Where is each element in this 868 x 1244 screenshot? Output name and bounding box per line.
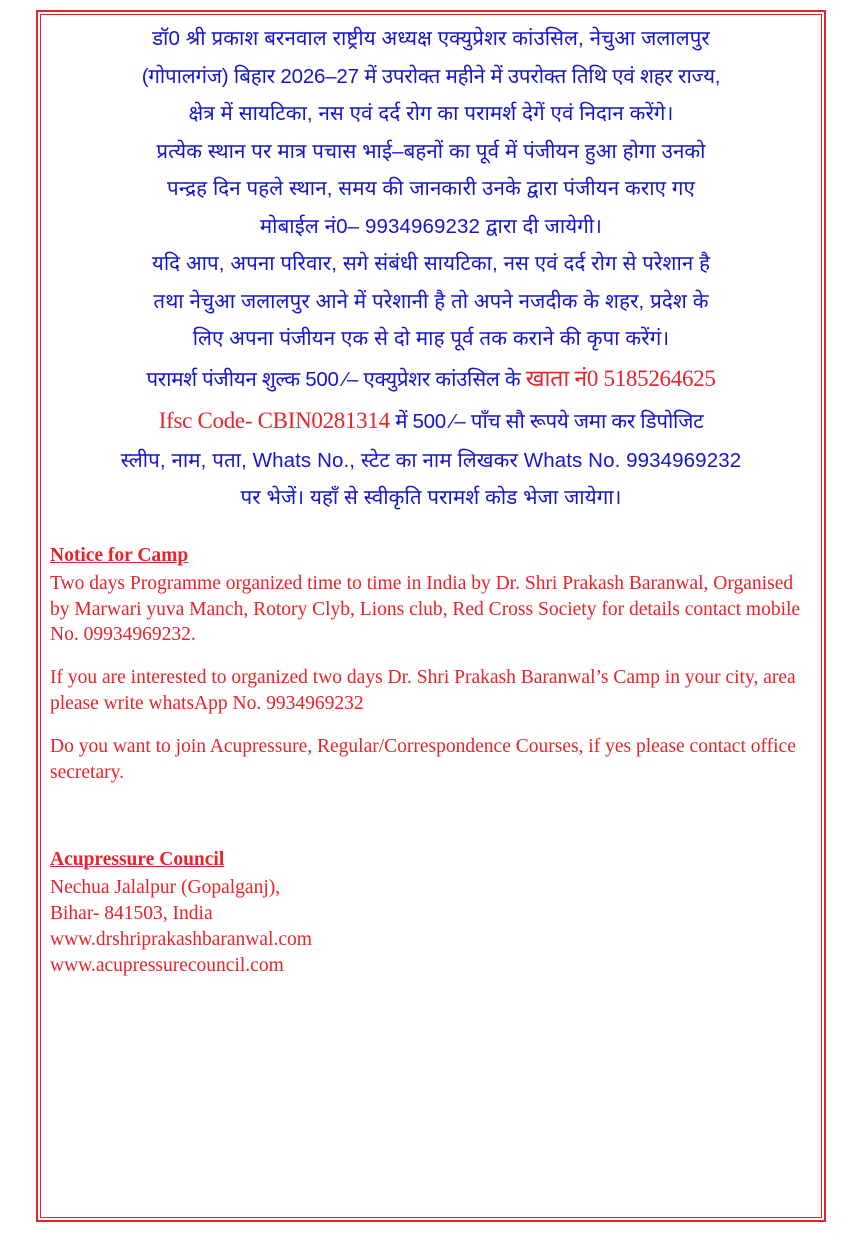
account-number-text: खाता नं0 5185264625: [525, 365, 716, 391]
notice-content: [48, 20, 814, 979]
slip-details-line: स्लीप, नाम, पता, Whats No., स्टेट का नाम लिखकर Whats No. 9934969232: [120, 448, 742, 472]
website-link-2[interactable]: www.acupressurecouncil.com: [50, 954, 284, 976]
hindi-line-5: पन्द्रह दिन पहले स्थान, समय की जानकारी उनके द्वारा पंजीयन कराए गए: [167, 177, 695, 200]
hindi-line-9: लिए अपना पंजीयन एक से दो माह पूर्व तक कराने की कृपा करेंगं।: [192, 327, 670, 350]
address-line-2: Bihar- 841503, India: [50, 902, 213, 924]
hindi-line-2: (गोपालगंज) बिहार 2026–27 में उपरोक्त महीने में उपरोक्त तिथि एवं शहर राज्य,: [141, 64, 721, 88]
footer-spacer: [50, 803, 814, 847]
courses-paragraph: Do you want to join Acupressure, Regular/Correspondence Courses, if yes please contact office secretary.: [50, 736, 796, 784]
hindi-line-7: यदि आप, अपना परिवार, सगे संबंधी सायटिका, नस एवं दर्द रोग से परेशान है: [151, 252, 711, 275]
notice-for-camp-heading: Notice for Camp: [50, 544, 189, 566]
hindi-line-8: तथा नेचुआ जलालपुर आने में परेशानी है तो अपने नजदीक के शहर, प्रदेश के: [153, 289, 709, 313]
address-line-1: Nechua Jalalpur (Gopalganj),: [50, 876, 281, 898]
notice-for-camp-paragraph: Two days Programme organized time to time in India by Dr. Shri Prakash Baranwal, Organised by Marwari yuva Manch, Rotory Clyb, Lions club, Red Cross Society for details contact mobile No. 09934969232.: [50, 572, 801, 646]
hindi-line-6: मोबाईल नं0– 9934969232 द्वारा दी जायेगी।: [259, 214, 603, 238]
hindi-announcement-block: [48, 20, 814, 517]
ifsc-line-remainder: में 500 ⁄– पाँच सौ रूपये जमा कर डिपोजिट: [389, 409, 704, 433]
ifsc-line: [48, 400, 814, 442]
hindi-line-3: क्षेत्र में सायटिका, नस एवं दर्द रोग का परामर्श देगें एवं निदान करेंगे।: [188, 102, 674, 125]
hindi-line-1: डॉ0 श्री प्रकाश बरनवाल राष्ट्रीय अध्यक्ष एक्युप्रेशर कांउसिल, नेचुआ जलालपुर: [152, 27, 710, 50]
interest-paragraph: If you are interested to organized two days Dr. Shri Prakash Baranwal’s Camp in your city, area please write whatsApp No. 9934969232: [50, 667, 796, 715]
english-notice-block: [48, 543, 814, 979]
website-link-1[interactable]: www.drshriprakashbaranwal.com: [50, 928, 312, 950]
fee-account-line: [48, 358, 814, 400]
send-instruction-line: पर भेजें। यहाँ से स्वीकृति परामर्श कोड भेजा जायेगा।: [240, 486, 622, 510]
fee-line-text: परामर्श पंजीयन शुल्क 500 ⁄– एक्युप्रेशर कांउसिल के: [146, 367, 526, 391]
acupressure-council-heading: Acupressure Council: [50, 849, 225, 871]
ifsc-code-text: Ifsc Code- CBIN0281314: [158, 407, 390, 433]
hindi-line-4: प्रत्येक स्थान पर मात्र पचास भाई–बहनों का पूर्व में पंजीयन हुआ होगा उनको: [156, 139, 706, 163]
